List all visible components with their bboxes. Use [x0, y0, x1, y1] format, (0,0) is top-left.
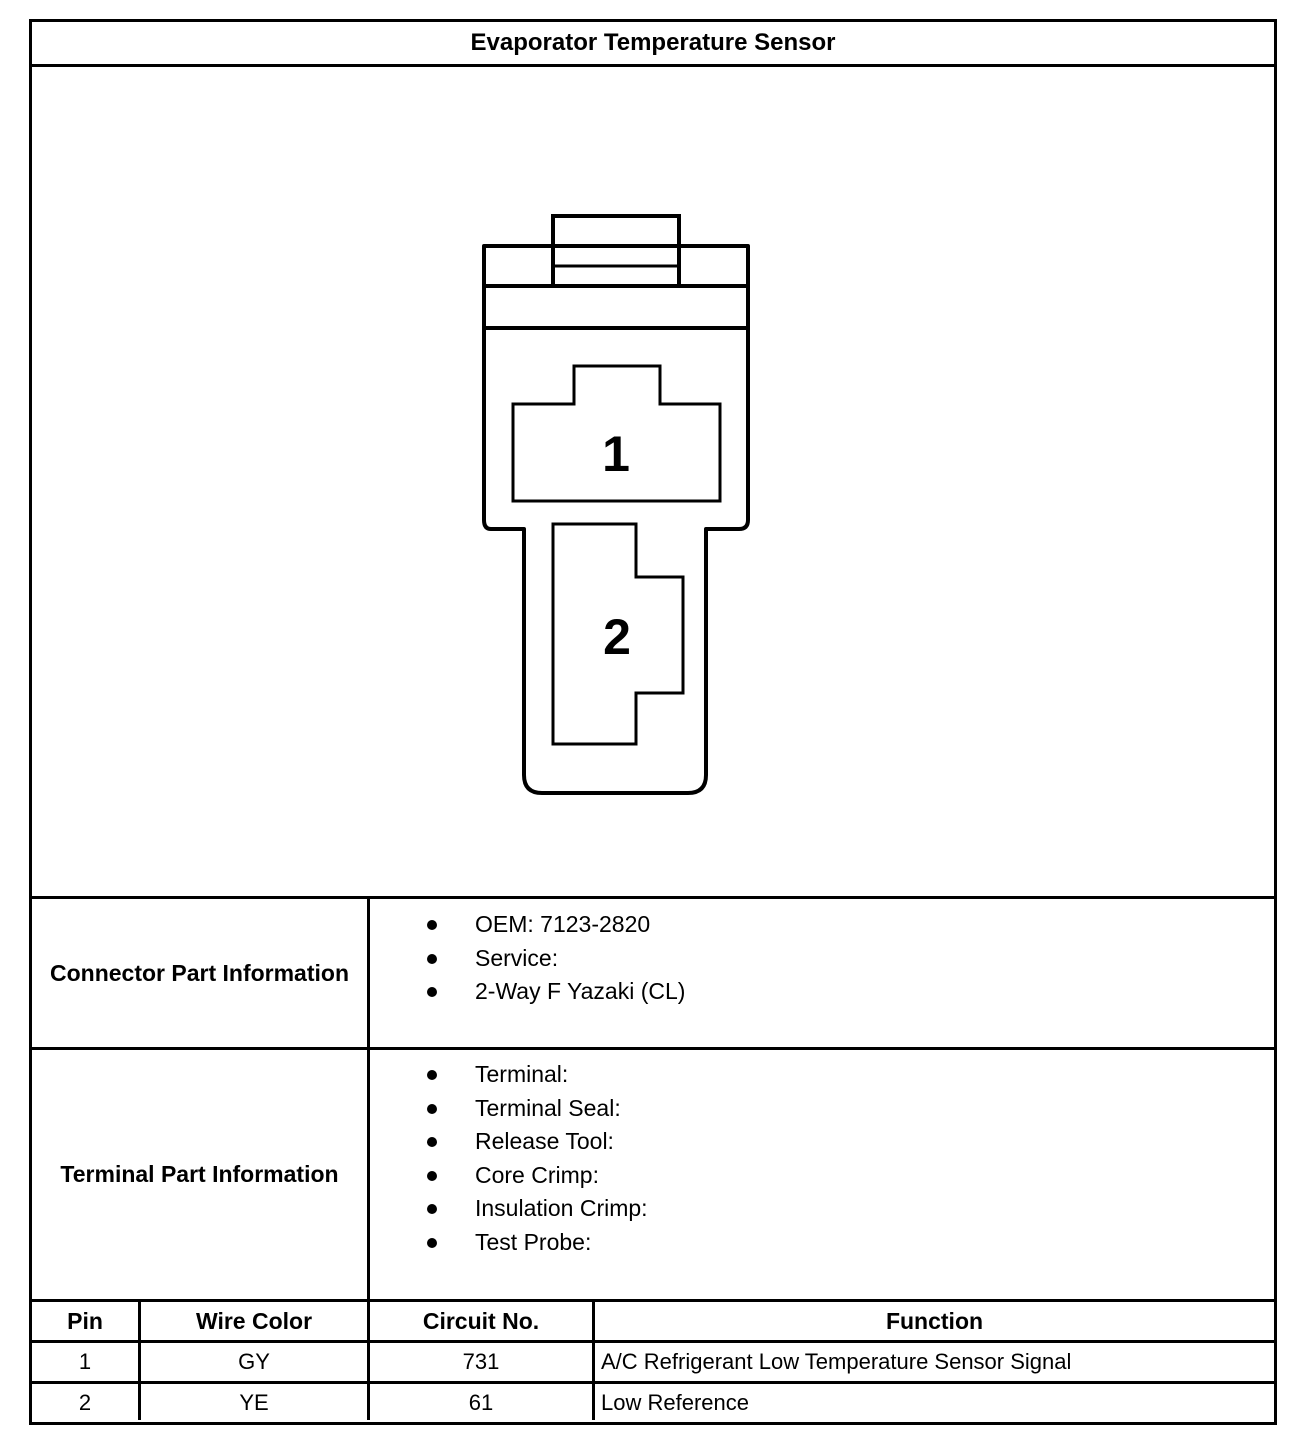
table-row-1-pin: 1 — [78, 1349, 92, 1374]
table-header-circuit: Circuit No. — [422, 1307, 540, 1334]
terminal-info-seal: Terminal Seal: — [370, 1092, 1270, 1126]
terminal-info-insulation-crimp: Insulation Crimp: — [370, 1192, 1270, 1226]
connector-info-label: Connector Part Information — [49, 959, 349, 986]
terminal-info-release-tool: Release Tool: — [370, 1125, 1270, 1159]
table-row-2-circuit: 61 — [468, 1390, 494, 1415]
connector-info-description: 2-Way F Yazaki (CL) — [370, 975, 1270, 1009]
connector-diagram — [32, 67, 1274, 899]
terminal-info-core-crimp: Core Crimp: — [370, 1159, 1270, 1193]
terminal-info-test-probe: Test Probe: — [370, 1226, 1270, 1260]
connector-face-drawing — [32, 67, 1274, 899]
table-header-function: Function — [885, 1307, 984, 1334]
table-row-1-wire-color: GY — [238, 1349, 270, 1374]
table-row-1-circuit: 731 — [462, 1349, 500, 1374]
terminal-info-terminal: Terminal: — [370, 1058, 1270, 1092]
connector-sheet — [29, 19, 1277, 1425]
connector-info-service: Service: — [370, 942, 1270, 976]
connector-info-list — [370, 908, 1270, 1009]
table-row-2-pin: 2 — [78, 1390, 92, 1415]
connector-latch — [553, 216, 679, 286]
connector-info-oem: OEM: 7123-2820 — [370, 908, 1270, 942]
table-row-2-function: Low Reference — [601, 1390, 749, 1415]
pin-label-1: 1 — [602, 426, 630, 482]
pin-label-2: 2 — [603, 609, 631, 665]
table-row-2-wire-color: YE — [239, 1390, 269, 1415]
terminal-info-list — [370, 1058, 1270, 1259]
table-row-1-function: A/C Refrigerant Low Temperature Sensor Signal — [601, 1349, 1072, 1374]
table-header-wire-color: Wire Color — [195, 1307, 313, 1334]
sheet-title: Evaporator Temperature Sensor — [32, 22, 1274, 67]
table-header-pin: Pin — [67, 1307, 103, 1334]
terminal-info-label: Terminal Part Information — [60, 1161, 339, 1187]
